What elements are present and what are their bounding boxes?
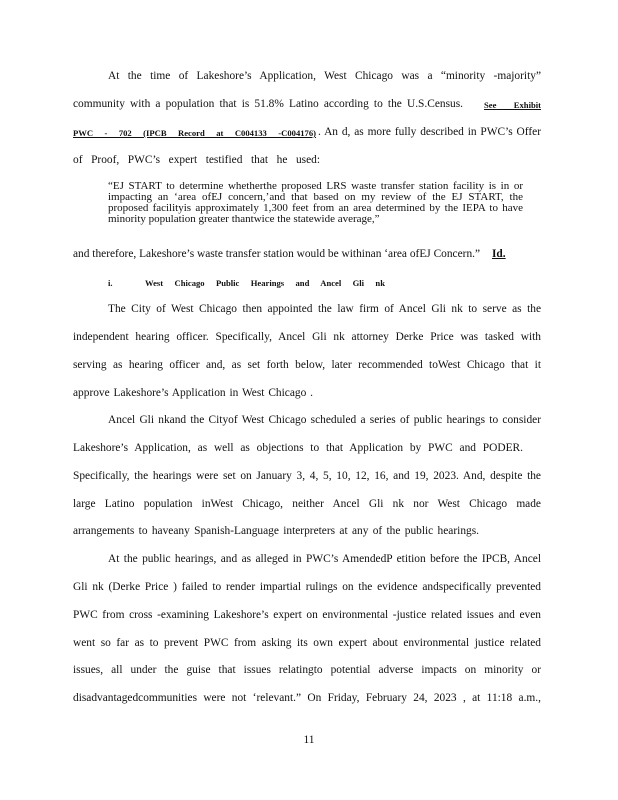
paragraph-line: large Latino population inWest Chicago, neither Ancel Gli nk nor West Chicago made: [73, 498, 541, 510]
paragraph-line: issues, all under the guise that issues relatingto potential adverse impacts on minority or: [73, 664, 541, 676]
paragraph-line: approve Lakeshore’s Application in West Chicago .: [73, 387, 313, 399]
block-quote-line: “EJ START to determine whetherthe proposed LRS waste transfer station facility is in or: [108, 180, 523, 192]
id-citation: Id.: [492, 248, 506, 260]
page-number: 11: [303, 734, 315, 746]
paragraph-line: arrangements to haveany Spanish-Language interpreters at any of the public hearings.: [73, 525, 479, 537]
exhibit-citation: PWC - 702 (IPCB Record at C004133 -C004176): [73, 128, 316, 138]
paragraph-line: community with a population that is 51.8% Latino according to the U.S.Census.: [73, 98, 463, 110]
paragraph-line: of Proof, PWC’s expert testified that he used:: [73, 154, 320, 166]
paragraph-line: disadvantagedcommunities were not ‘relevant.” On Friday, February 24, 2023 , at 11:18 a.m.,: [73, 692, 541, 704]
paragraph-line: serving as hearing officer and, as set forth below, later recommended toWest Chicago that it: [73, 359, 541, 371]
paragraph-line: and therefore, Lakeshore’s waste transfer station would be withinan ‘area ofEJ Concern.”: [73, 248, 481, 260]
paragraph-line: Lakeshore’s Application, as well as objections to that Application by PWC and PODER.: [73, 442, 523, 454]
exhibit-citation: See Exhibit: [484, 100, 541, 110]
section-number: i.: [108, 278, 113, 288]
paragraph-line: Gli nk (Derke Price ) failed to render impartial rulings on the evidence andspecifically prevented: [73, 581, 541, 593]
block-quote-line: impacting an ‘area ofEJ concern,’and that based on my review of the EJ START, the: [108, 191, 523, 203]
block-quote-line: minority population greater thantwice the statewide average,”: [108, 213, 380, 225]
paragraph-line: At the public hearings, and as alleged in PWC’s AmendedP etition before the IPCB, Ancel: [108, 553, 541, 565]
paragraph-line: independent hearing officer. Specifically, Ancel Gli nk attorney Derke Price was tasked with: [73, 331, 541, 343]
paragraph-line: PWC from cross -examining Lakeshore’s expert on environmental -justice related issues and even: [73, 609, 541, 621]
paragraph-line: went so far as to prevent PWC from asking its own expert about environmental justice related: [73, 637, 541, 649]
paragraph-line: The City of West Chicago then appointed the law firm of Ancel Gli nk to serve as the: [108, 303, 541, 315]
paragraph-line: Specifically, the hearings were set on January 3, 4, 5, 10, 12, 16, and 19, 2023. And, despite the: [73, 470, 541, 482]
section-heading: West Chicago Public Hearings and Ancel Gli nk: [145, 278, 385, 288]
paragraph-line: At the time of Lakeshore’s Application, West Chicago was a “minority -majority”: [108, 70, 541, 82]
block-quote-line: proposed facilityis approximately 1,300 feet from an area determined by the IEPA to have: [108, 202, 523, 214]
paragraph-line: . An d, as more fully described in PWC’s Offer: [318, 126, 541, 138]
paragraph-line: Ancel Gli nkand the Cityof West Chicago scheduled a series of public hearings to consider: [108, 414, 541, 426]
